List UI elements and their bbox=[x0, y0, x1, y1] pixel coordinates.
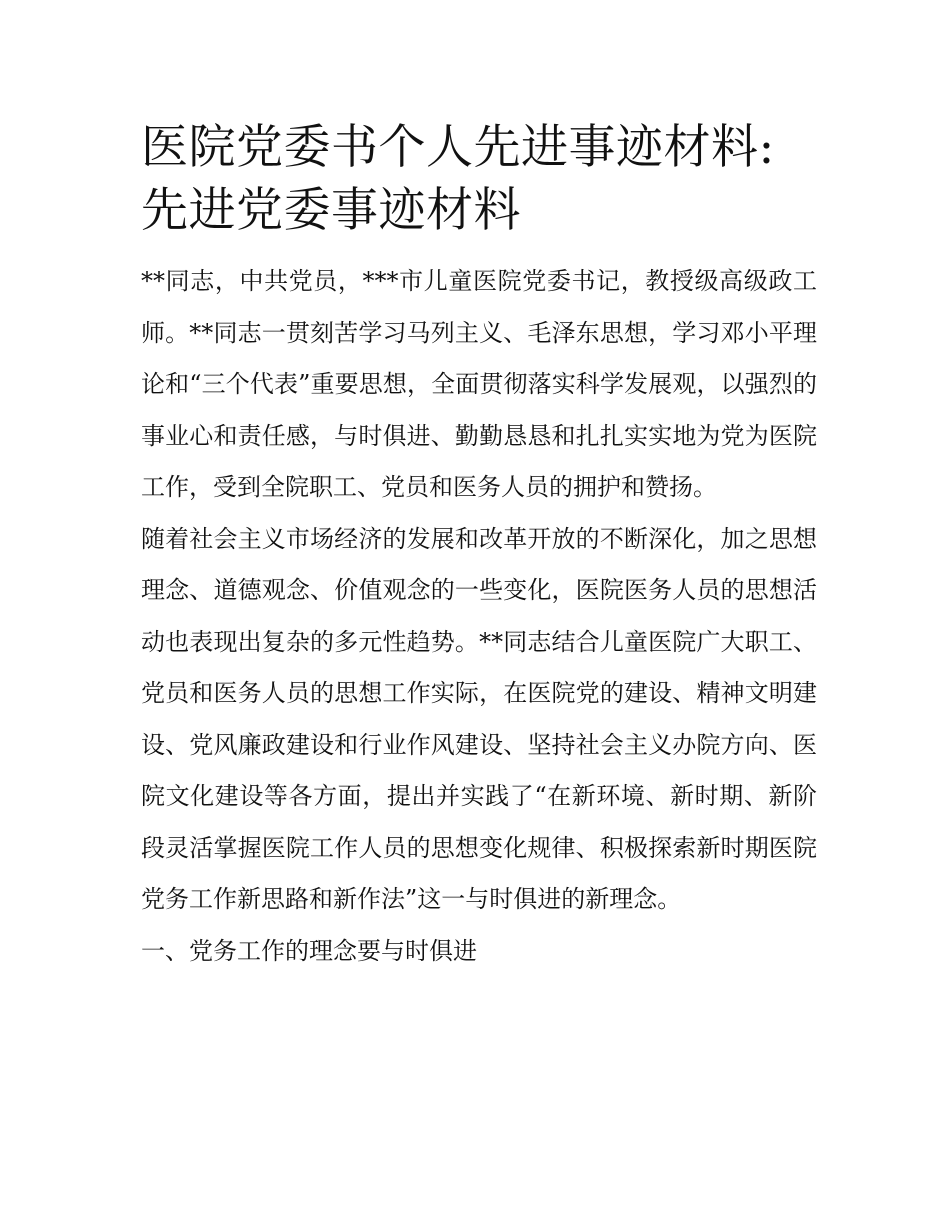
paragraph-background: 随着社会主义市场经济的发展和改革开放的不断深化，加之思想理念、道德观念、价值观念的一些变化，医院医务人员的思想活动也表现出复杂的多元性趋势。**同志结合儿童医院广大职工、党员和医务人员的思想工作实际，在医院党的建设、精神文明建设、党风廉政建设和行业作风建设、坚持社会主义办院方向、医院文化建设等各方面，提出并实践了“在新环境、新时期、新阶段灵活掌握医院工作人员的思想变化规律、积极探索新时期医院党务工作新思路和新作法”这一与时俱进的新理念。 bbox=[141, 524, 817, 913]
paragraph-intro: **同志，中共党员，***市儿童医院党委书记，教授级高级政工师。**同志一贯刻苦学习马列主义、毛泽东思想，学习邓小平理论和“三个代表”重要思想，全面贯彻落实科学发展观，以强烈的事业心和责任感，与时俱进、勤勤恳恳和扎扎实实地为党为医院工作，受到全院职工、党员和医务人员的拥护和赞扬。 bbox=[141, 267, 817, 501]
document-body bbox=[141, 256, 817, 977]
document-content bbox=[141, 116, 817, 977]
section-heading: 一、党务工作的理念要与时俱进 bbox=[141, 936, 477, 965]
document-title: 医院党委书个人先进事迹材料:先进党委事迹材料 bbox=[141, 120, 775, 238]
